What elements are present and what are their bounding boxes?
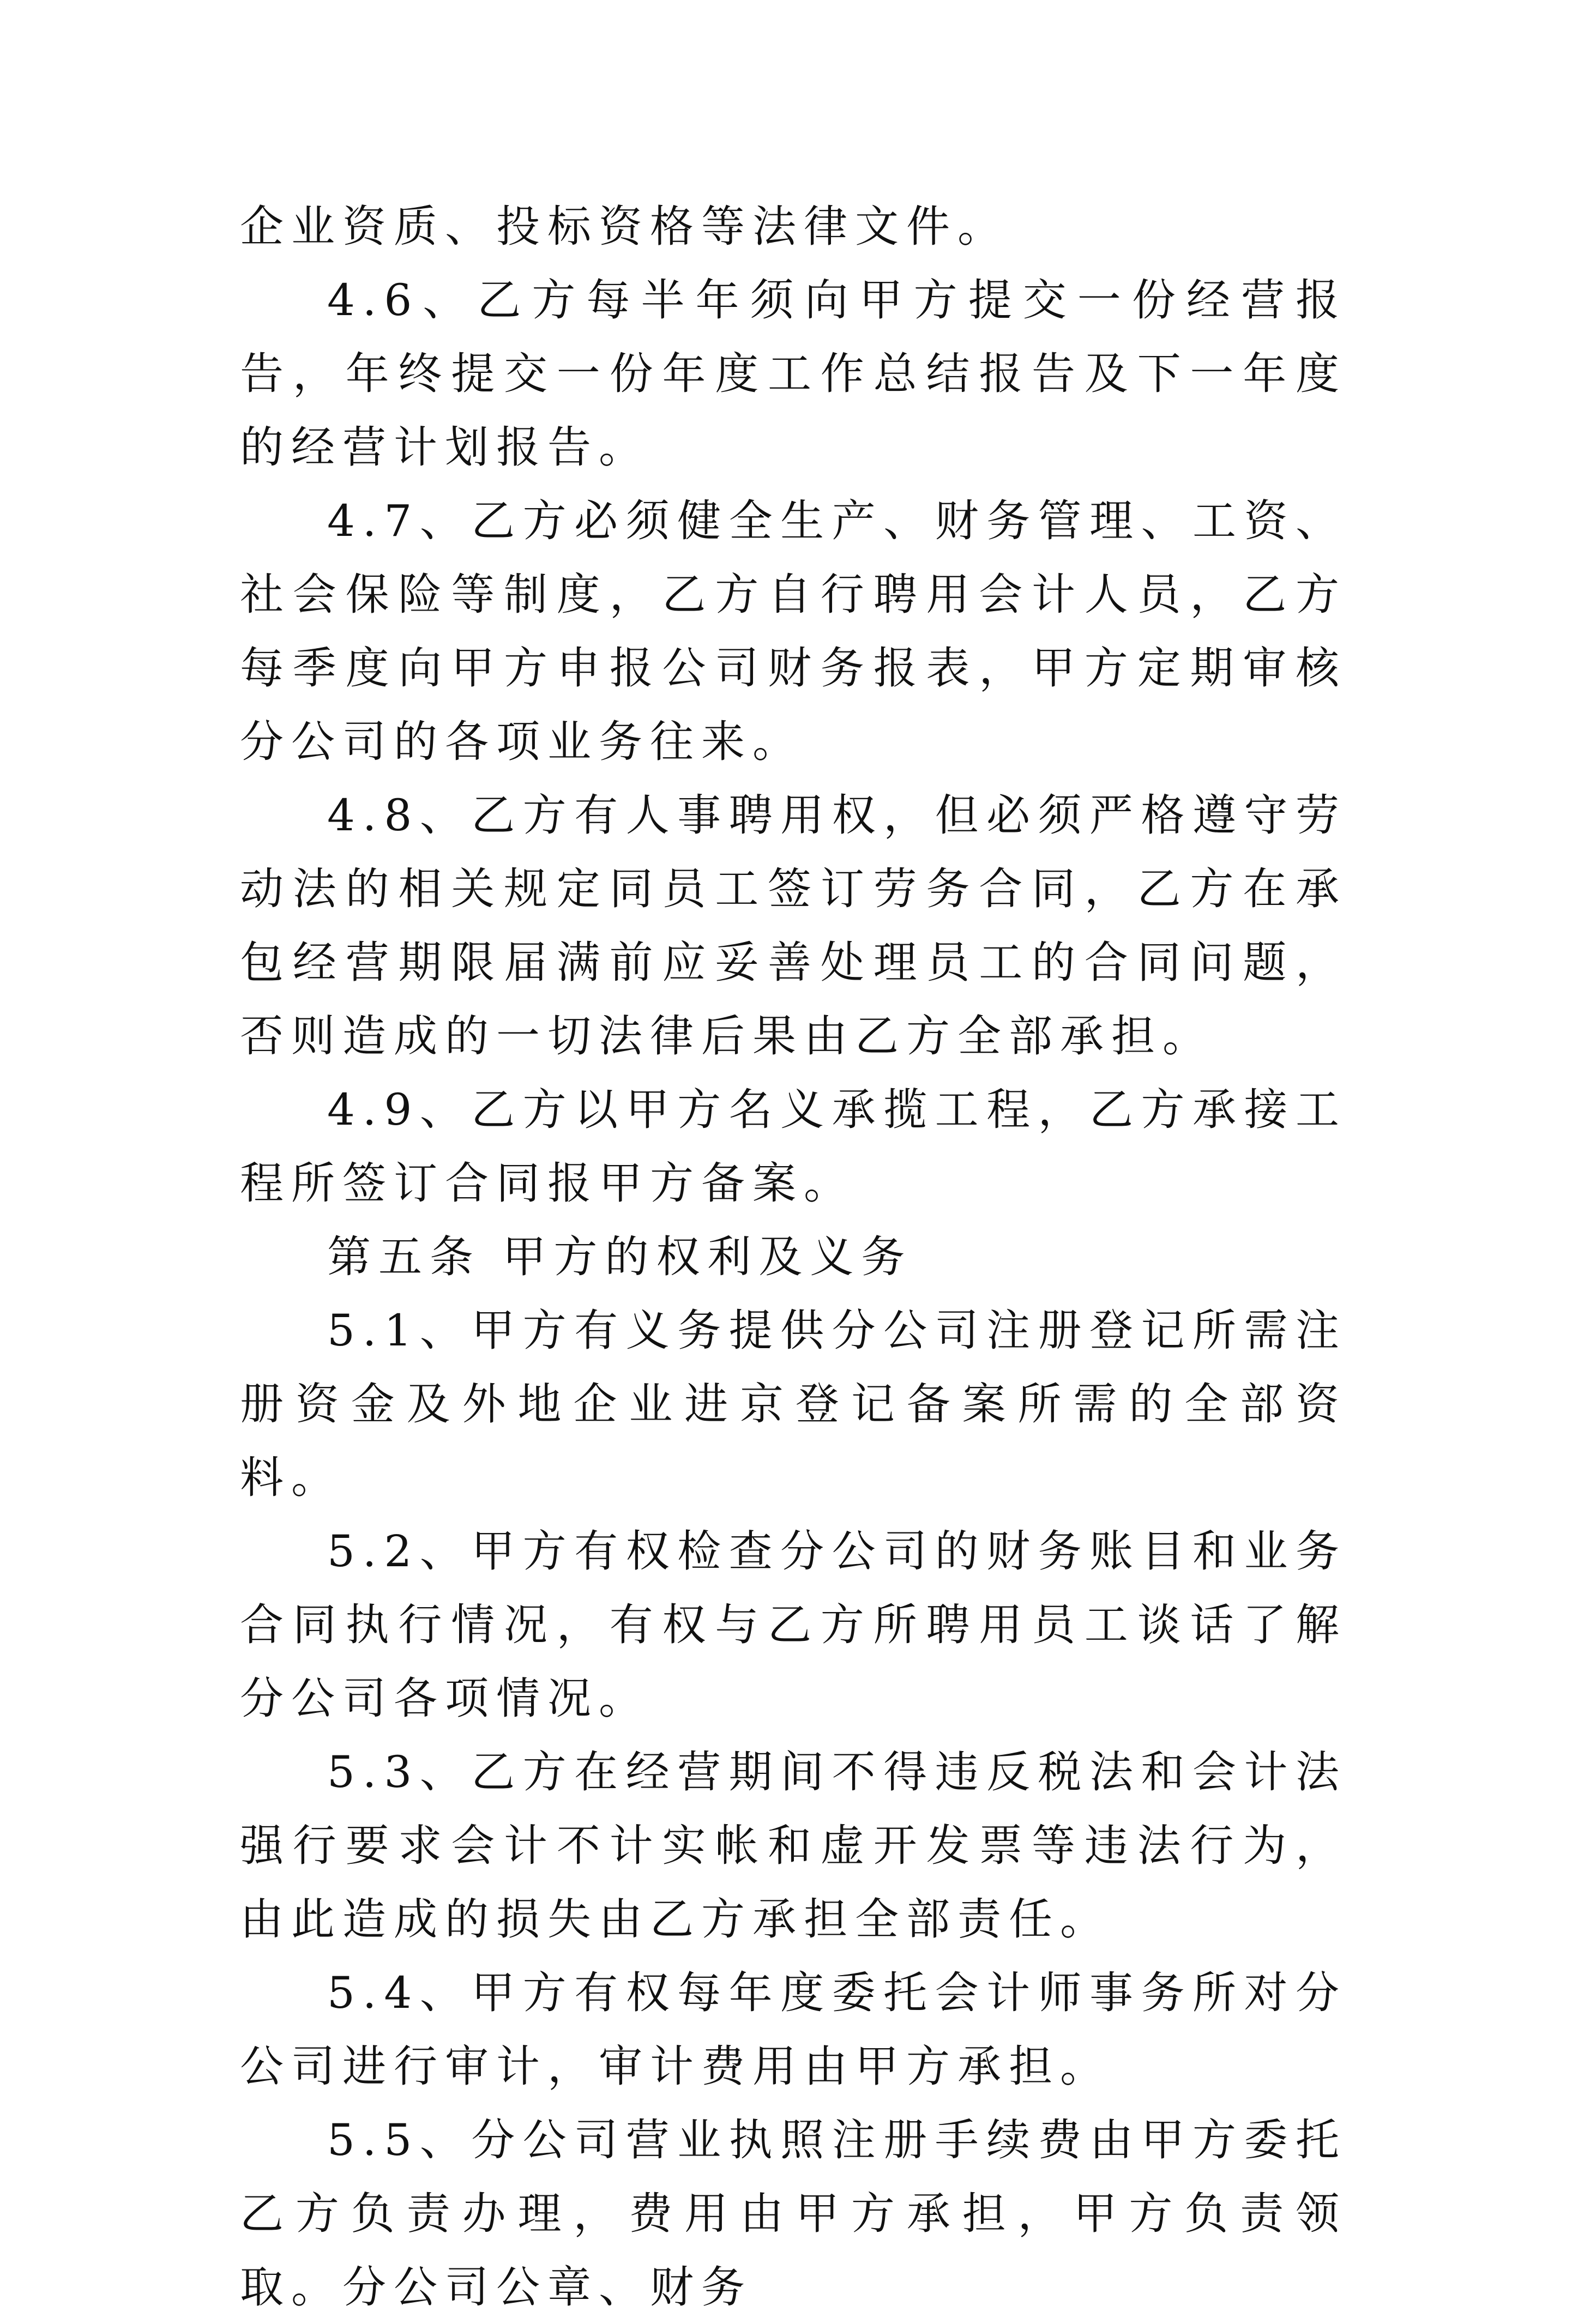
paragraph-clause-5-3: 5.3、乙方在经营期间不得违反税法和会计法强行要求会计不计实帐和虚开发票等违法行为，由此造成的损失由乙方承担全部责任。: [240, 1747, 1347, 1945]
paragraph-clause-5-2: 5.2、甲方有权检查分公司的财务账目和业务合同执行情况，有权与乙方所聘用员工谈话了解分公司各项情况。: [240, 1526, 1347, 1724]
paragraph-continuation: 企业资质、投标资格等法律文件。: [240, 201, 1009, 252]
section-heading-article-5: 第五条 甲方的权利及义务: [327, 1232, 913, 1282]
paragraph-clause-4-8: 4.8、乙方有人事聘用权，但必须严格遵守劳动法的相关规定同员工签订劳务合同，乙方在承包经营期限届满前应妥善处理员工的合同问题，否则造成的一切法律后果由乙方全部承担。: [240, 790, 1347, 1061]
paragraph-clause-5-5: 5.5、分公司营业执照注册手续费由甲方委托乙方负责办理，费用由甲方承担，甲方负责领取。分公司公章、财务: [240, 2115, 1347, 2313]
paragraph-clause-4-7: 4.7、乙方必须健全生产、财务管理、工资、社会保险等制度，乙方自行聘用会计人员，乙方每季度向甲方申报公司财务报表，甲方定期审核分公司的各项业务往来。: [240, 496, 1347, 767]
paragraph-clause-5-1: 5.1、甲方有义务提供分公司注册登记所需注册资金及外地企业进京登记备案所需的全部资料。: [240, 1305, 1347, 1503]
paragraph-clause-4-6: 4.6、乙方每半年须向甲方提交一份经营报告，年终提交一份年度工作总结报告及下一年度的经营计划报告。: [240, 275, 1347, 473]
paragraph-clause-4-9: 4.9、乙方以甲方名义承揽工程，乙方承接工程所签订合同报甲方备案。: [240, 1084, 1347, 1209]
paragraph-clause-5-4: 5.4、甲方有权每年度委托会计师事务所对分公司进行审计，审计费用由甲方承担。: [240, 1967, 1347, 2092]
document-body: [240, 190, 1347, 2324]
